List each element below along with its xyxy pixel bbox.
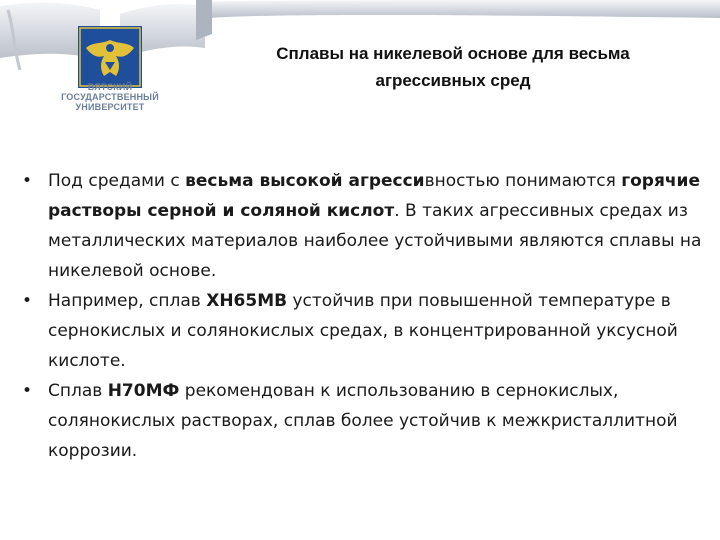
university-name-line: ВЯТСКИЙ: [87, 82, 133, 92]
bullet-text: рекомендован к использованию в сернокислых, солянокислых растворах, сплав более устойчив к межкристаллитной коррозии.: [48, 381, 678, 461]
bullet-bold-text: Н70МФ: [107, 381, 180, 401]
university-name: [40, 82, 180, 112]
slide-title-line: Сплавы на никелевой основе для весьма: [276, 44, 630, 63]
bullet-text: Под средами с: [48, 171, 186, 191]
university-crest-icon: [78, 26, 142, 88]
slide-title-line: агрессивных сред: [375, 71, 531, 90]
bullet-item: [22, 376, 702, 466]
slide-body: [22, 166, 702, 466]
university-name-line: ГОСУДАРСТВЕННЫЙ: [61, 92, 159, 102]
bullet-dot: •: [22, 171, 33, 191]
bullet-item: [22, 286, 702, 376]
university-name-line: УНИВЕРСИТЕТ: [75, 102, 145, 112]
bullet-text: устойчив при повышенной температуре в сернокислых и солянокислых средах, в концентрированной уксусной кислоте.: [48, 291, 678, 371]
bullet-bold-text: горячие растворы серной и соляной кислот: [48, 171, 700, 221]
bullet-dot: •: [22, 381, 33, 401]
bullet-item: [22, 166, 702, 286]
bullet-bold-text: весьма высокой агресси: [185, 171, 425, 191]
bullet-bold-text: ХН65МВ: [206, 291, 288, 311]
bullet-dot: •: [22, 291, 33, 311]
bullet-text: . В таких агрессивных средах из металлических материалов наиболее устойчивыми являются сплавы на никелевой основе.: [48, 201, 702, 281]
bullet-text: вностью понимаются: [424, 171, 622, 191]
slide-title: [214, 40, 692, 94]
bullet-text: Например, сплав: [48, 291, 207, 311]
bullet-text: Сплав: [48, 381, 108, 401]
